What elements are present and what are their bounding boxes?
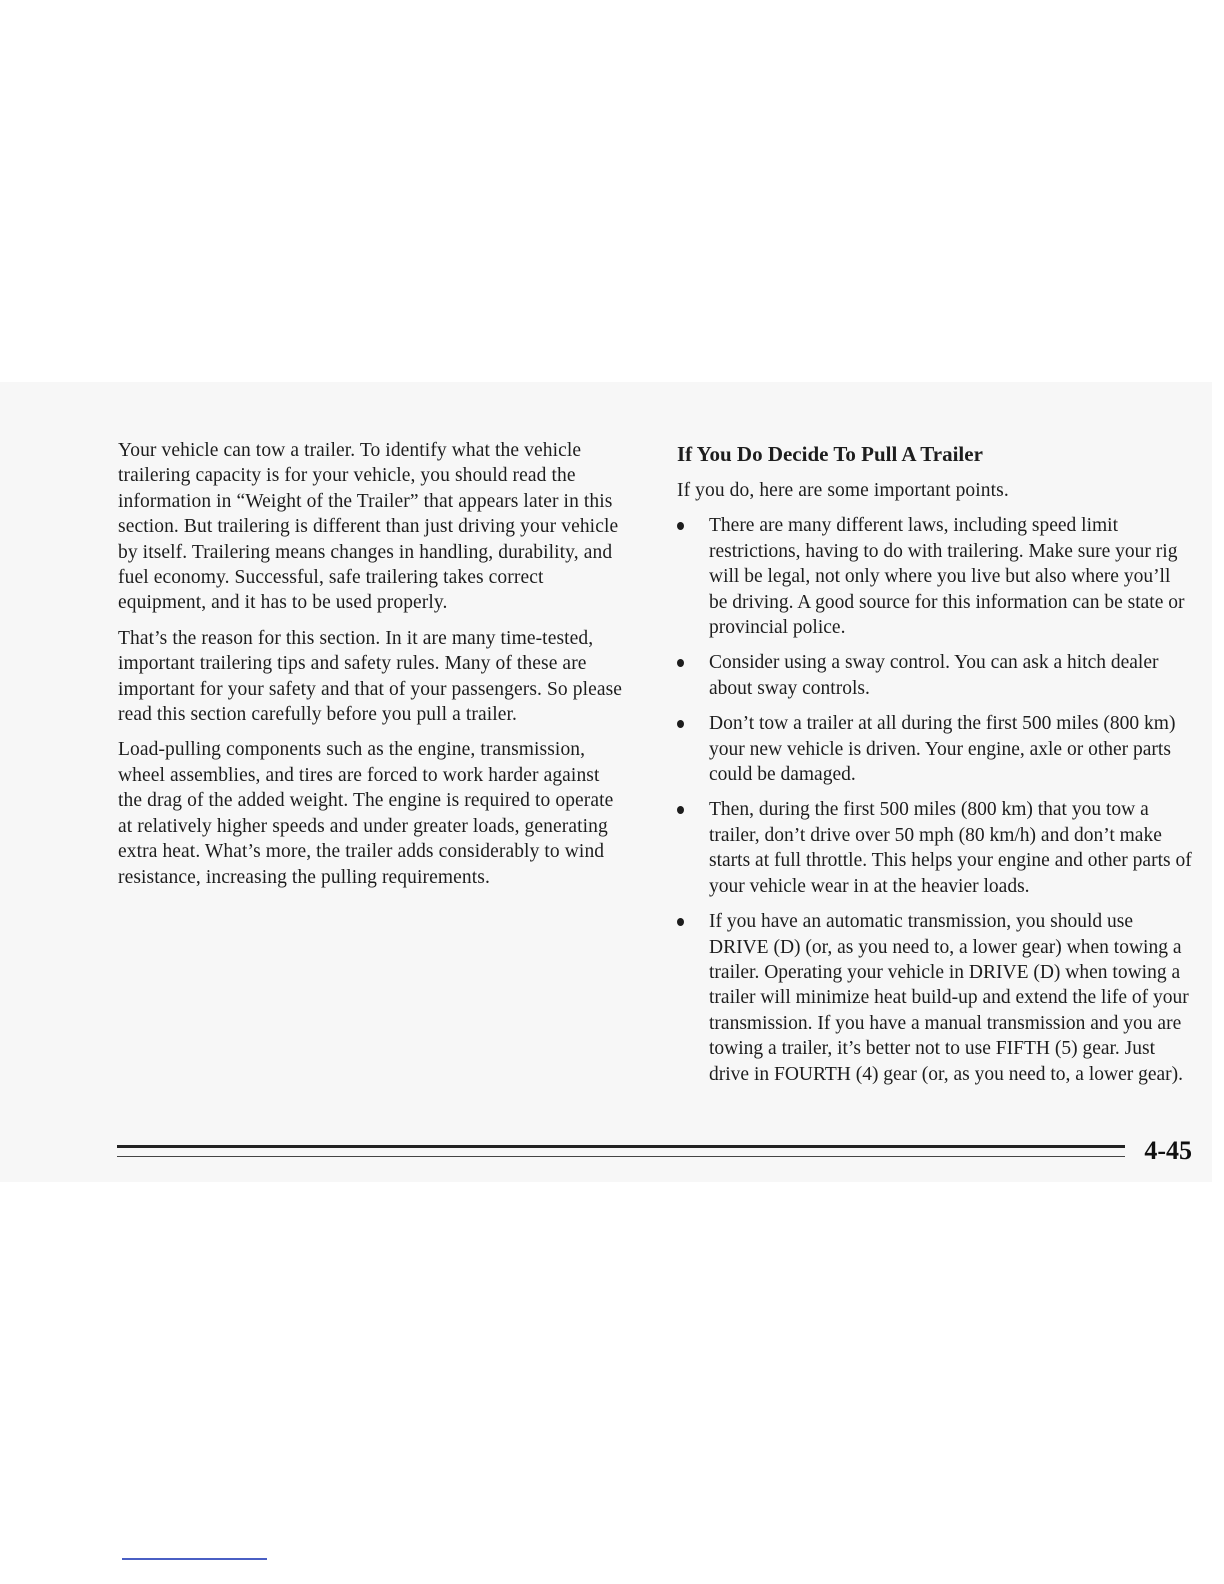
page-number: 4-45	[1144, 1136, 1192, 1165]
bullet-icon	[677, 522, 684, 530]
list-item-text: Consider using a sway control. You can ask a hitch dealer about sway controls.	[709, 652, 1159, 699]
bullet-icon	[677, 659, 684, 667]
list-item-text: If you have an automatic transmission, you should use DRIVE (D) (or, as you need to, a lower gear) when towing a trailer. Operating your vehicle in DRIVE (D) when towing a trailer will minimize heat build-up and extend the life of your transmission. If you have a manual transmission and you are towing a trailer, it’s better not to use FIFTH (5) gear. Just drive in FOURTH (4) gear (or, as you need to, a lower gear).	[709, 911, 1189, 1085]
list-item-text: Then, during the first 500 miles (800 km) that you tow a trailer, don’t drive over 50 mph (80 km/h) and don’t make starts at full throttle. This helps your engine and other parts of your vehicle wear in at the heavier loads.	[709, 799, 1192, 897]
list-item	[677, 711, 1192, 787]
footer-rule-thick	[117, 1145, 1125, 1148]
footnote-divider	[122, 1558, 267, 1560]
list-item	[677, 650, 1192, 701]
section-heading: If You Do Decide To Pull A Trailer	[677, 442, 983, 466]
intro-paragraph: Your vehicle can tow a trailer. To identify what the vehicle trailering capacity is for your vehicle, you should read the information in “Weight of the Trailer” that appears later in this section. But trailering is different than just driving your vehicle by itself. Trailering means changes in handling, durability, and fuel economy. Successful, safe trailering takes correct equipment, and it has to be used properly.	[118, 440, 619, 614]
list-item-text: There are many different laws, including speed limit restrictions, having to do with trailering. Make sure your rig will be legal, not only where you live but also where you’ll be driving. A good source for this information can be state or provincial police.	[709, 515, 1185, 639]
bullet-icon	[677, 806, 684, 814]
reason-paragraph: That’s the reason for this section. In it are many time-tested, important trailering tips and safety rules. Many of these are important for your safety and that of your passengers. So please read this section carefully before you pull a trailer.	[118, 627, 623, 726]
section-intro: If you do, here are some important points.	[677, 480, 1009, 501]
bullet-icon	[677, 720, 684, 728]
list-item	[677, 513, 1192, 640]
load-pulling-paragraph: Load-pulling components such as the engine, transmission, wheel assemblies, and tires are forced to work harder against the drag of the added weight. The engine is required to operate at relatively higher speeds and under greater loads, generating extra heat. What’s more, the trailer adds considerably to wind resistance, increasing the pulling requirements.	[118, 739, 614, 888]
footer-rule-thin	[117, 1156, 1125, 1157]
list-item-text: Don’t tow a trailer at all during the first 500 miles (800 km) your new vehicle is driven. Your engine, axle or other parts could be damaged.	[709, 713, 1176, 786]
bullet-icon	[677, 918, 684, 926]
left-column	[118, 438, 623, 900]
right-column	[677, 438, 1192, 1097]
list-item	[677, 797, 1192, 899]
important-points-list	[677, 513, 1192, 1087]
list-item	[677, 909, 1192, 1087]
